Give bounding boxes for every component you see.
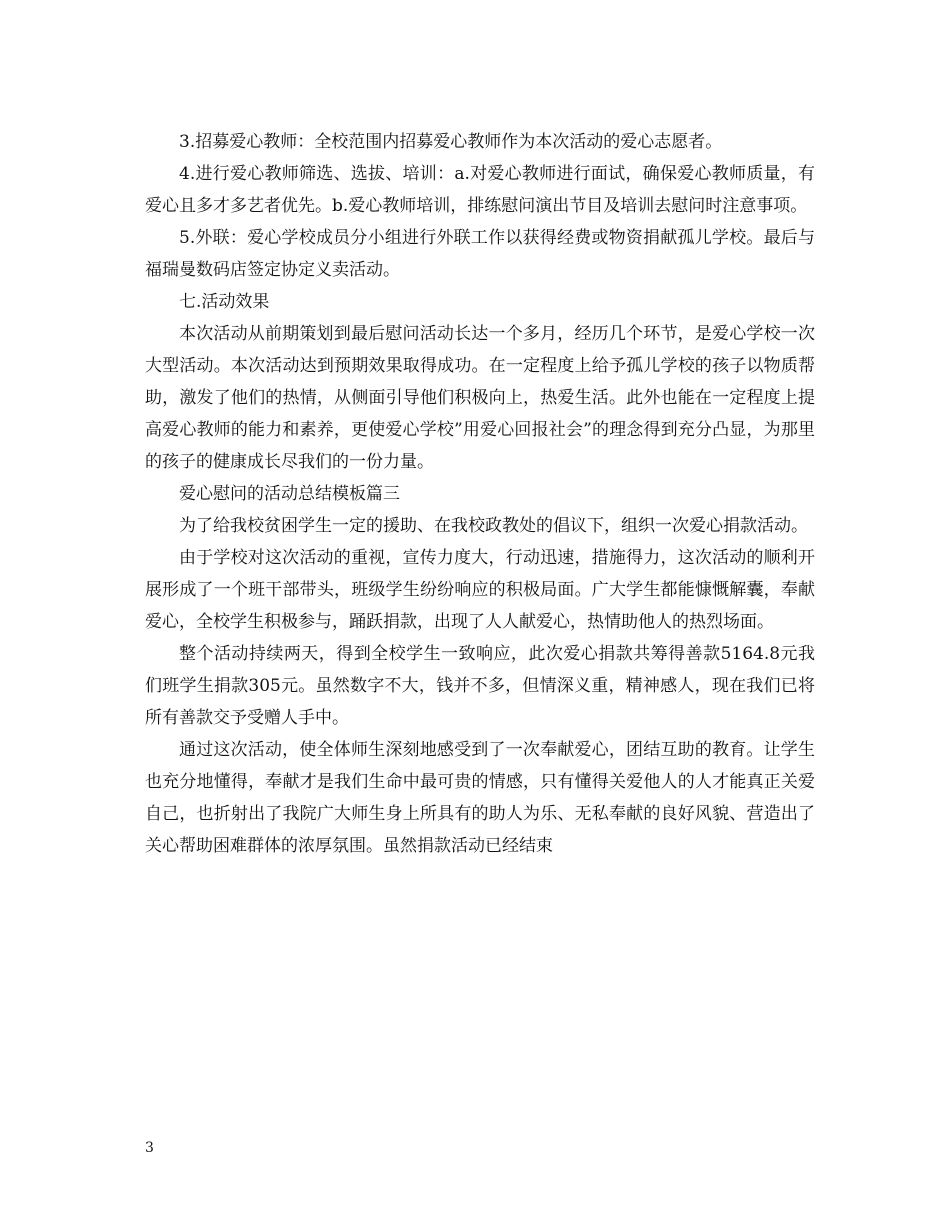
paragraph-teacher-selection: 4.进行爱心教师筛选、选拔、培训：a.对爱心教师进行面试，确保爱心教师质量，有爱心且多才多艺者优先。b.爱心教师培训，排练慰问演出节目及培训去慰问时注意事项。 (145, 164, 815, 216)
section-heading-template-part-three: 爱心慰问的活动总结模板篇三 (179, 484, 400, 504)
section-heading-activity-effect: 七.活动效果 (179, 292, 270, 312)
document-body (145, 126, 815, 862)
paragraph-donation-reflection: 通过这次活动，使全体师生深刻地感受到了一次奉献爱心，团结互助的教育。让学生也充分地懂得，奉献才是我们生命中最可贵的情感，只有懂得关爱他人的人才能真正关爱自己，也折射出了我院广大师生身上所具有的助人为乐、无私奉献的良好风貌、营造出了关心帮助困难群体的浓厚氛围。虽然捐款活动已经结束 (145, 740, 815, 856)
paragraph-recruit-teachers: 3.招募爱心教师：全校范围内招募爱心教师作为本次活动的爱心志愿者。 (179, 132, 723, 152)
paragraph-donation-amount: 整个活动持续两天，得到全校学生一致响应，此次爱心捐款共筹得善款5164.8元我们班学生捐款305元。虽然数字不大，钱并不多，但情深义重，精神感人，现在我们已将所有善款交予受赠人手中。 (145, 644, 815, 728)
page-number: 3 (145, 1140, 154, 1156)
paragraph-donation-intro: 为了给我校贫困学生一定的援助、在我校政教处的倡议下，组织一次爱心捐款活动。 (179, 516, 808, 536)
paragraph-donation-response: 由于学校对这次活动的重视，宣传力度大，行动迅速，措施得力，这次活动的顺利开展形成了一个班干部带头，班级学生纷纷响应的积极局面。广大学生都能慷慨解囊，奉献爱心，全校学生积极参与，踊跃捐款，出现了人人献爱心，热情助他人的热烈场面。 (145, 548, 815, 632)
paragraph-outreach: 5.外联：爱心学校成员分小组进行外联工作以获得经费或物资捐献孤儿学校。最后与福瑞曼数码店签定协定义卖活动。 (145, 228, 815, 280)
paragraph-activity-effect: 本次活动从前期策划到最后慰问活动长达一个多月，经历几个环节，是爱心学校一次大型活动。本次活动达到预期效果取得成功。在一定程度上给予孤儿学校的孩子以物质帮助，激发了他们的热情，从侧面引导他们积极向上，热爱生活。此外也能在一定程度上提高爱心教师的能力和素养，更使爱心学校”用爱心回报社会”的理念得到充分凸显，为那里的孩子的健康成长尽我们的一份力量。 (145, 324, 815, 472)
